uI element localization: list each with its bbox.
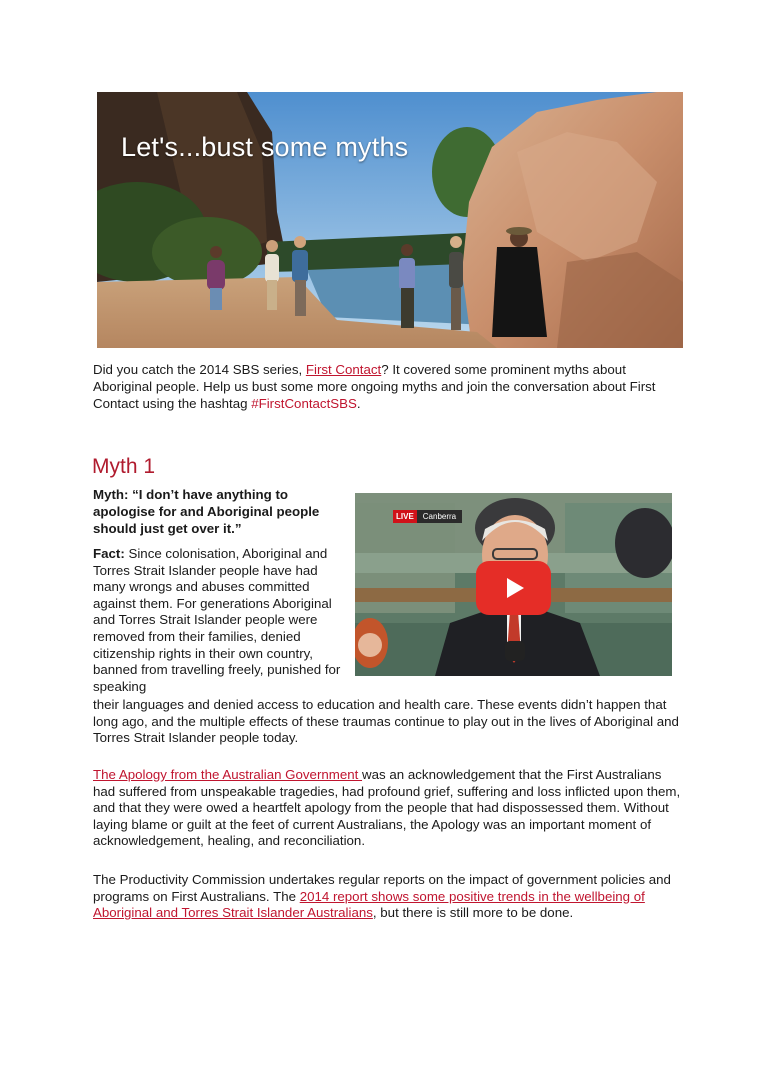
report-link[interactable]: 2014 report shows some positive trends in the wellbeing of Aboriginal and Torres Strait Islander Australians bbox=[93, 888, 645, 921]
productivity-paragraph bbox=[93, 872, 683, 922]
live-label: LIVE bbox=[393, 510, 417, 523]
intro-text: Did you catch the 2014 SBS series, bbox=[93, 362, 306, 377]
intro-paragraph bbox=[93, 361, 683, 412]
fact-paragraph-continued: their languages and denied access to education and health care. These events didn’t happen that long ago, and the multiple effects of these traumas continue to play out in the lives of Aboriginal and Torres Strait Islander people today. bbox=[93, 697, 679, 746]
fact-paragraph bbox=[93, 546, 349, 695]
play-icon bbox=[507, 578, 524, 598]
hero-photo bbox=[97, 92, 683, 348]
hero-title: Let's...bust some myths bbox=[121, 132, 409, 162]
location-label: Canberra bbox=[417, 510, 462, 523]
first-contact-link[interactable]: First Contact bbox=[305, 362, 382, 377]
apology-paragraph bbox=[93, 767, 683, 850]
productivity-text: The Productivity Commission undertakes regular reports on the impact of government policies and programs on First Australians. The bbox=[93, 872, 671, 904]
hashtag-text: #FirstContactSBS bbox=[251, 396, 357, 411]
apology-link[interactable]: The Apology from the Australian Government bbox=[93, 767, 363, 782]
intro-text-end: . bbox=[356, 396, 361, 411]
myth-heading: Myth 1 bbox=[92, 455, 156, 478]
video-player[interactable] bbox=[355, 493, 672, 676]
play-button[interactable] bbox=[476, 561, 551, 615]
live-badge bbox=[393, 510, 462, 523]
intro-text-2: ? It covered some prominent myths about Aboriginal people. Help us bust some more ongoing myths and join the conversation about First Contact using the hashtag bbox=[93, 362, 656, 411]
productivity-text-end: , but there is still more to be done. bbox=[372, 905, 574, 921]
fact-label: Fact: bbox=[93, 546, 125, 561]
apology-text: was an acknowledgement that the First Australians had suffered from unspeakable tragedies, had profound grief, suffering and loss inflicted upon them, and that they were owed a heartfelt apology from the people that had dispossessed them. Without laying blame or guilt at the feet of current Australians, the Apology was an important moment of acknowledgement, healing, and reconciliation. bbox=[93, 767, 681, 849]
hero-image bbox=[97, 92, 683, 348]
myth-quote: Myth: “I don’t have anything to apologise for and Aboriginal people should just get over it.” bbox=[93, 487, 320, 536]
fact-text: Since colonisation, Aboriginal and Torres Strait Islander people have had many wrongs and abuses committed against them. For generations Aboriginal and Torres Strait Islander people were removed from their families, denied citizenship rights in their own country, banned from travelling freely, punished for speaking bbox=[93, 546, 341, 694]
